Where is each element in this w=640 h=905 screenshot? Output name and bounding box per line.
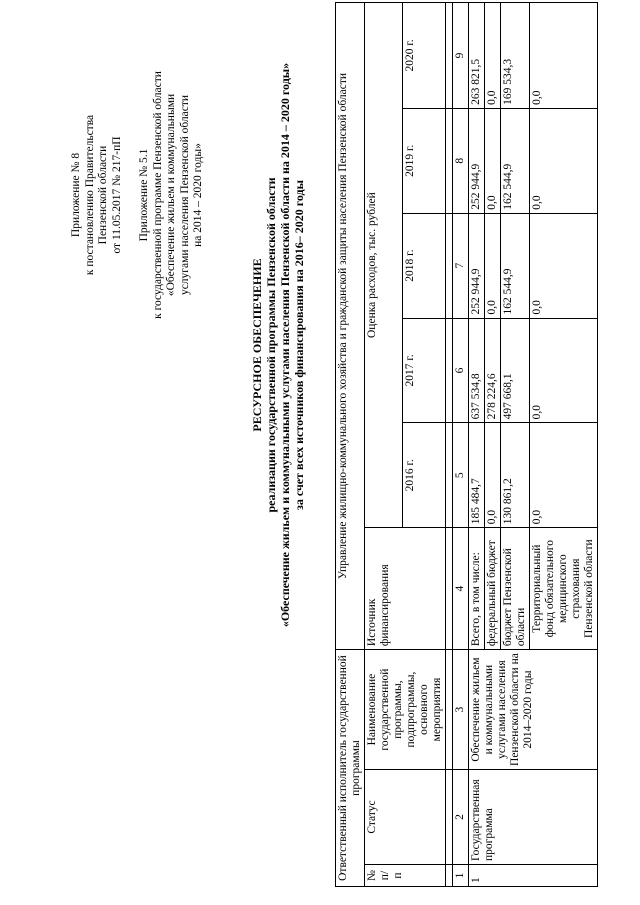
appendix-line: услугами населения Пензенской области (178, 94, 191, 296)
title-line: за счет всех источников финансирования на 2016– 2020 годы (292, 180, 306, 510)
value-cell: 162 544,9 (501, 108, 530, 213)
value-cell: 130 861,2 (501, 423, 530, 528)
header-estimate: Оценка расходов, тыс. рублей (365, 3, 403, 528)
column-number: 5 (453, 423, 469, 528)
appendix-line: к постановлению Правительства (83, 114, 96, 276)
year-header: 2017 г. (403, 318, 446, 423)
gap-row (446, 3, 453, 887)
column-number: 1 (453, 865, 469, 887)
value-cell: 162 544,9 (501, 213, 530, 318)
column-number: 9 (453, 3, 469, 109)
title-line: «Обеспечение жильем и коммунальными услугами населения Пензенской области на 2014 – 2020 годы» (278, 62, 292, 628)
source-cell: федеральный бюджет (485, 528, 501, 650)
header-source: Источник финансирования (365, 528, 446, 650)
executor-row (336, 3, 365, 887)
value-cell: 0,0 (485, 213, 501, 318)
year-header: 2016 г. (403, 423, 446, 528)
title-main: РЕСУРСНОЕ ОБЕСПЕЧЕНИЕ (250, 258, 264, 432)
resource-table (335, 2, 598, 887)
appendix-line: на 2014 – 2020 годы» (192, 143, 204, 247)
value-cell: 0,0 (485, 3, 501, 109)
value-cell: 0,0 (530, 213, 598, 318)
document-title (250, 0, 306, 755)
column-number: 7 (453, 213, 469, 318)
value-cell: 0,0 (530, 3, 598, 109)
department-name: Управление жилищно-коммунального хозяйства и гражданской защиты населения Пензенской области (336, 3, 365, 650)
row-status: Государственная программа (469, 770, 598, 865)
value-cell: 497 668,1 (501, 318, 530, 423)
value-cell: 0,0 (530, 108, 598, 213)
appendix-line: «Обеспечение жильем и коммунальными (165, 93, 177, 297)
source-cell: Всего, в том числе: (469, 528, 485, 650)
column-number: 6 (453, 318, 469, 423)
year-header: 2020 г. (403, 3, 446, 109)
column-number: 8 (453, 108, 469, 213)
table-row (469, 3, 485, 887)
appendix-line: к государственной программе Пензенской области (151, 71, 164, 319)
appendix-line: Приложение № 8 (70, 152, 82, 238)
column-number: 3 (453, 650, 469, 770)
row-name: Обеспечение жильем и коммунальными услугами населения Пензенской области на 2014–2020 годы (469, 650, 598, 770)
column-number: 2 (453, 770, 469, 865)
title-line: реализации государственной программы Пензенской области (264, 177, 278, 513)
appendix-line: Пензенской области (97, 145, 109, 245)
value-cell: 278 224,6 (485, 318, 501, 423)
header-num: № п/п (365, 865, 446, 887)
row-number: 1 (469, 865, 598, 887)
column-number: 4 (453, 528, 469, 650)
value-cell: 637 534,8 (469, 318, 485, 423)
appendix-line: Приложение № 5.1 (138, 148, 150, 242)
value-cell: 0,0 (485, 108, 501, 213)
value-cell: 252 944,9 (469, 108, 485, 213)
value-cell: 0,0 (530, 423, 598, 528)
header-status: Статус (365, 770, 446, 865)
header-row (365, 3, 403, 887)
column-numbers-row (453, 3, 469, 887)
value-cell: 0,0 (485, 423, 501, 528)
value-cell: 169 534,3 (501, 3, 530, 109)
year-header: 2018 г. (403, 213, 446, 318)
value-cell: 252 944,9 (469, 213, 485, 318)
appendix-line: от 11.05.2017 № 217-пП (110, 136, 123, 254)
appendix-subheader (138, 5, 206, 385)
value-cell: 0,0 (530, 318, 598, 423)
header-name: Наименование государственной программы, подпрограммы, основного мероприятия (365, 650, 446, 770)
appendix-header (70, 5, 124, 385)
source-cell: бюджет Пензенской области (501, 528, 530, 650)
value-cell: 185 484,7 (469, 423, 485, 528)
year-header: 2019 г. (403, 108, 446, 213)
executor-label: Ответственный исполнитель государственной программы (336, 650, 365, 887)
source-cell: Территориальный фонд обязательного медицинского страхования Пензенской области (530, 528, 598, 650)
value-cell: 263 821,5 (469, 3, 485, 109)
